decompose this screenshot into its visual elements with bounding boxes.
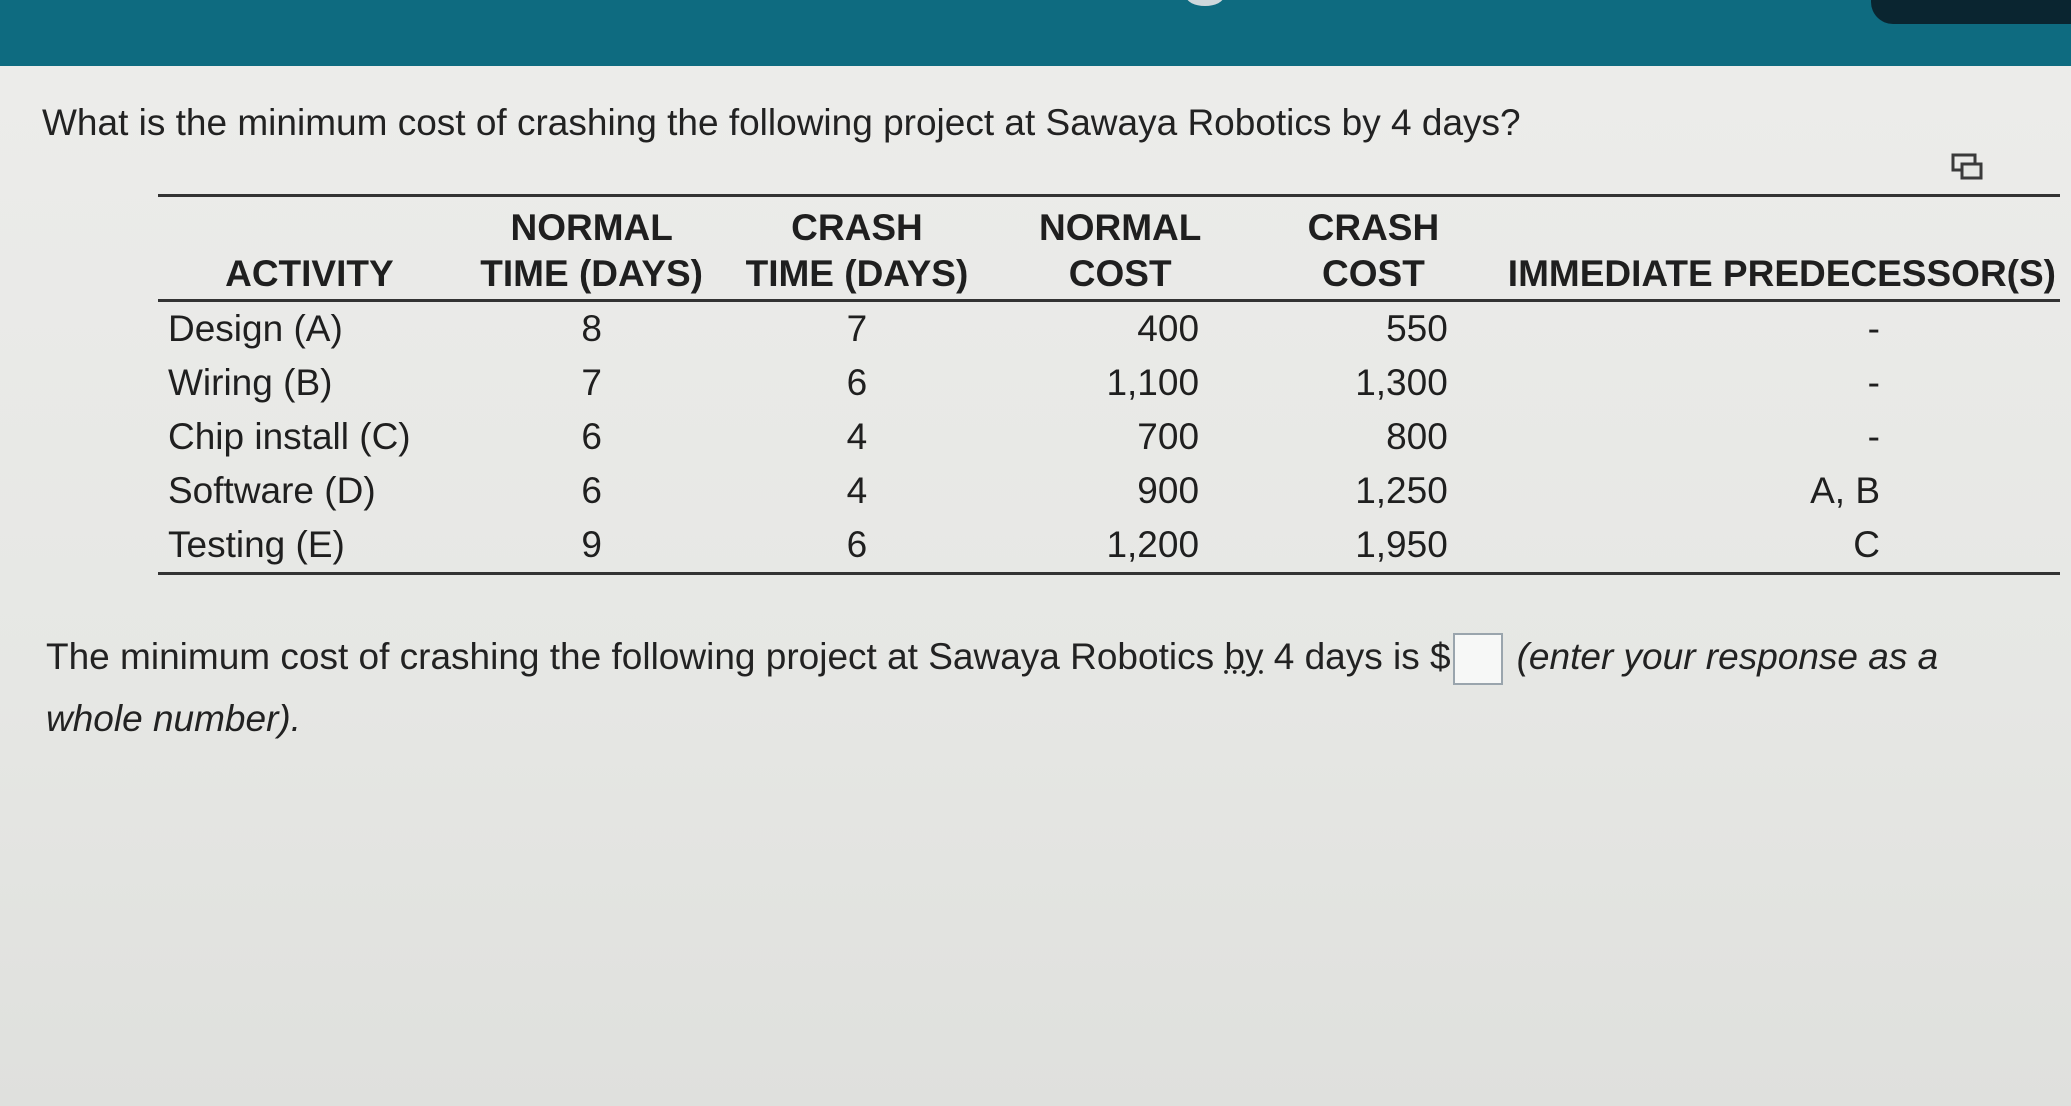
answer-instruction-cont: whole number).: [46, 698, 302, 739]
table-row: [158, 356, 2060, 410]
question-panel: [0, 66, 2071, 1106]
cell-activity: Testing (E): [168, 524, 345, 565]
cell-crash-time: 6: [846, 362, 868, 403]
cell-crash-cost: 1,950: [1355, 524, 1448, 565]
table-header-row: [158, 196, 2060, 301]
table-row: [158, 518, 2060, 574]
header-activity: ACTIVITY: [225, 253, 394, 294]
cell-crash-cost: 1,250: [1355, 470, 1448, 511]
cell-activity: Chip install (C): [168, 416, 411, 457]
cell-activity: Software (D): [168, 470, 376, 511]
cell-normal-cost: 400: [1137, 308, 1200, 349]
header-crash-time: CRASH TIME (DAYS): [745, 207, 969, 294]
answer-middle: 4 days is $: [1263, 636, 1451, 677]
header-crash-cost: CRASH COST: [1307, 207, 1440, 294]
cell-normal-cost: 900: [1137, 470, 1200, 511]
cell-crash-time: 4: [846, 416, 868, 457]
cell-normal-time: 7: [581, 362, 602, 403]
cell-crash-time: 6: [846, 524, 868, 565]
answer-by: by: [1224, 636, 1264, 677]
question-text: What is the minimum cost of crashing the following project at Sawaya Robotics by 4 days?: [42, 102, 1521, 143]
answer-prefix: The minimum cost of crashing the following project at Sawaya Robotics: [46, 636, 1225, 677]
cell-crash-cost: 800: [1386, 416, 1448, 457]
cell-normal-time: 6: [581, 416, 602, 457]
cell-normal-cost: 1,200: [1106, 524, 1200, 565]
expand-table-icon[interactable]: [1950, 152, 1984, 182]
top-bar-tab: [1871, 0, 2071, 24]
cell-predecessors: -: [1867, 362, 1880, 403]
top-bar: [0, 0, 2071, 66]
cell-predecessors: C: [1853, 524, 1880, 565]
cell-predecessors: -: [1867, 416, 1880, 457]
project-table: [158, 194, 2060, 575]
table-row: [158, 301, 2060, 357]
cell-normal-cost: 1,100: [1106, 362, 1200, 403]
cell-crash-time: 7: [846, 308, 868, 349]
cell-crash-time: 4: [846, 470, 868, 511]
cell-activity: Wiring (B): [168, 362, 333, 403]
cell-normal-time: 6: [581, 470, 602, 511]
answer-instruction: (enter your response as a: [1516, 636, 1939, 677]
header-normal-time: NORMAL TIME (DAYS): [480, 207, 704, 294]
answer-statement: [46, 626, 1938, 750]
header-normal-cost: NORMAL COST: [1039, 207, 1202, 294]
cell-predecessors: -: [1867, 308, 1880, 349]
answer-input[interactable]: [1453, 633, 1503, 685]
header-predecessors: IMMEDIATE PREDECESSOR(S): [1507, 253, 2056, 294]
cell-predecessors: A, B: [1810, 470, 1880, 511]
top-bar-indicator: [1186, 0, 1224, 6]
cell-crash-cost: 1,300: [1355, 362, 1448, 403]
cell-crash-cost: 550: [1386, 308, 1448, 349]
cell-activity: Design (A): [168, 308, 343, 349]
table-row: [158, 410, 2060, 464]
cell-normal-time: 9: [581, 524, 602, 565]
table-row: [158, 464, 2060, 518]
cell-normal-cost: 700: [1137, 416, 1200, 457]
cell-normal-time: 8: [581, 308, 602, 349]
